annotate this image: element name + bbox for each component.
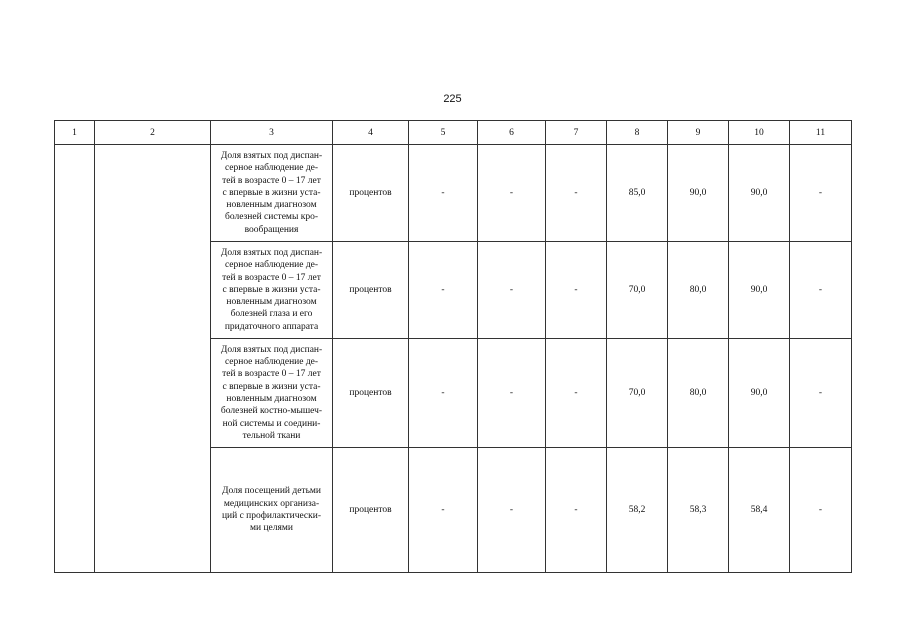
value-col-5: - xyxy=(409,448,478,573)
column-header-3: 3 xyxy=(211,121,333,145)
indicator-line: Доля взятых под диспан- xyxy=(220,344,323,355)
value-col-6: - xyxy=(478,242,546,339)
indicator-line: с впервые в жизни уста- xyxy=(222,284,321,295)
column-header-6: 6 xyxy=(478,121,546,145)
unit-cell: процентов xyxy=(333,242,409,339)
indicator-line: с впервые в жизни уста- xyxy=(222,187,321,198)
value-col-7: - xyxy=(546,339,607,448)
indicator-name xyxy=(211,339,333,448)
value-col-5: - xyxy=(409,339,478,448)
indicator-line: тей в возрасте 0 – 17 лет xyxy=(222,369,321,380)
column-header-11: 11 xyxy=(790,121,852,145)
indicator-line: болезней системы кро- xyxy=(225,212,318,223)
indicator-line: Доля посещений детьми xyxy=(222,486,321,497)
value-col-11: - xyxy=(790,339,852,448)
value-col-9: 80,0 xyxy=(668,339,729,448)
value-col-6: - xyxy=(478,145,546,242)
indicator-line: серное наблюдение де- xyxy=(224,163,319,174)
indicator-line: ми целями xyxy=(250,523,293,534)
indicator-line: ций с профилактически- xyxy=(221,511,322,521)
value-col-6: - xyxy=(478,339,546,448)
indicator-line: ной системы и соедини- xyxy=(222,418,321,429)
column-header-9: 9 xyxy=(668,121,729,145)
value-col-9: 58,3 xyxy=(668,448,729,573)
unit-cell: процентов xyxy=(333,339,409,448)
value-col-8: 85,0 xyxy=(607,145,668,242)
indicator-line: Доля взятых под диспан- xyxy=(220,247,323,258)
value-col-7: - xyxy=(546,448,607,573)
value-col-8: 58,2 xyxy=(607,448,668,573)
merged-cell-col-1 xyxy=(55,145,95,573)
value-col-7: - xyxy=(546,242,607,339)
value-col-5: - xyxy=(409,242,478,339)
indicator-line: болезней глаза и его xyxy=(230,309,313,320)
indicator-line: болезней костно-мышеч- xyxy=(220,406,323,417)
column-header-10: 10 xyxy=(729,121,790,145)
value-col-6: - xyxy=(478,448,546,573)
indicator-name xyxy=(211,145,333,242)
value-col-10: 90,0 xyxy=(729,242,790,339)
indicator-line: новленным диагнозом xyxy=(226,297,317,308)
column-number-row xyxy=(55,121,852,145)
indicator-line: тельной ткани xyxy=(242,430,301,441)
value-col-10: 90,0 xyxy=(729,339,790,448)
indicator-line: новленным диагнозом xyxy=(226,200,317,211)
column-header-7: 7 xyxy=(546,121,607,145)
value-col-8: 70,0 xyxy=(607,339,668,448)
column-header-2: 2 xyxy=(95,121,211,145)
indicator-line: тей в возрасте 0 – 17 лет xyxy=(222,175,321,186)
indicator-name xyxy=(211,242,333,339)
indicator-line: серное наблюдение де- xyxy=(224,357,319,368)
value-col-8: 70,0 xyxy=(607,242,668,339)
indicator-line: тей в возрасте 0 – 17 лет xyxy=(222,272,321,283)
value-col-9: 80,0 xyxy=(668,242,729,339)
page-number: 225 xyxy=(443,93,462,105)
value-col-11: - xyxy=(790,448,852,573)
indicator-table xyxy=(54,120,852,573)
indicator-line: Доля взятых под диспан- xyxy=(220,150,323,161)
indicator-line: новленным диагнозом xyxy=(226,394,317,404)
column-header-8: 8 xyxy=(607,121,668,145)
column-header-4: 4 xyxy=(333,121,409,145)
column-header-5: 5 xyxy=(409,121,478,145)
value-col-11: - xyxy=(790,242,852,339)
value-col-7: - xyxy=(546,145,607,242)
table-row xyxy=(55,145,852,242)
value-col-11: - xyxy=(790,145,852,242)
value-col-5: - xyxy=(409,145,478,242)
indicator-line: с впервые в жизни уста- xyxy=(222,381,321,392)
value-col-10: 90,0 xyxy=(729,145,790,242)
indicator-line: придаточного аппарата xyxy=(224,321,319,332)
unit-cell: процентов xyxy=(333,448,409,573)
column-header-1: 1 xyxy=(55,121,95,145)
unit-cell: процентов xyxy=(333,145,409,242)
value-col-10: 58,4 xyxy=(729,448,790,573)
indicator-line: вообращения xyxy=(244,224,299,235)
indicator-line: медицинских организа- xyxy=(223,498,320,509)
merged-cell-col-2 xyxy=(95,145,211,573)
indicator-name xyxy=(211,448,333,573)
value-col-9: 90,0 xyxy=(668,145,729,242)
indicator-line: серное наблюдение де- xyxy=(224,260,319,271)
